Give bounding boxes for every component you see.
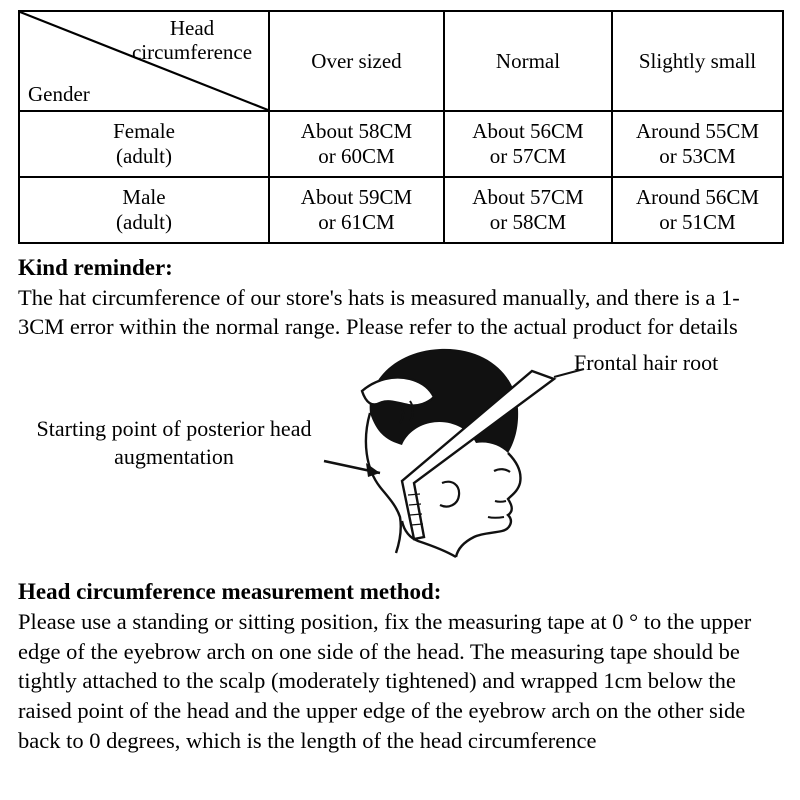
measurement-illustration bbox=[18, 345, 782, 570]
cell-line1: About 58CM bbox=[300, 119, 413, 144]
column-header-slightly-small: Slightly small bbox=[612, 11, 783, 111]
cell-male-normal bbox=[444, 177, 612, 243]
column-header-normal: Normal bbox=[444, 11, 612, 111]
label-posterior-head-start: Starting point of posterior head augmentation bbox=[36, 416, 312, 469]
cell-line2: or 61CM bbox=[318, 210, 395, 234]
cell-male-oversized bbox=[269, 177, 444, 243]
table-header-row bbox=[19, 11, 783, 111]
cell-male-slightly-small bbox=[612, 177, 783, 243]
cell-line1: About 56CM bbox=[472, 119, 584, 144]
hat-size-table bbox=[18, 10, 784, 244]
cell-line1: About 57CM bbox=[472, 185, 584, 210]
cell-line2: or 53CM bbox=[659, 144, 736, 168]
row-label-line2: (adult) bbox=[116, 144, 172, 168]
kind-reminder-heading: Kind reminder: bbox=[18, 255, 173, 280]
cell-line2: or 58CM bbox=[489, 210, 567, 234]
row-label-line1: Female bbox=[113, 119, 175, 144]
cell-female-oversized bbox=[269, 111, 444, 177]
cell-female-slightly-small bbox=[612, 111, 783, 177]
cell-line2: or 51CM bbox=[659, 210, 736, 234]
cell-line1: Around 55CM bbox=[635, 119, 760, 144]
row-label-line2: (adult) bbox=[116, 210, 172, 234]
table-row bbox=[19, 111, 783, 177]
method-text: Please use a standing or sitting position, fix the measuring tape at 0 ° to the upper edge of the eyebrow arch on one side of the head. The measuring tape should be tightly attached to the scalp (moderately tightened) and wrapped 1cm below the raised point of the head and the upper edge of the eyebrow arch on the other side back to 0 degrees, which is the length of the head circumference bbox=[18, 609, 752, 753]
row-label-line1: Male bbox=[122, 185, 166, 210]
head-profile-diagram-icon bbox=[318, 345, 608, 563]
cell-line1: Around 56CM bbox=[635, 185, 760, 210]
header-head-circumference: Head circumference bbox=[131, 16, 253, 65]
cell-line1: About 59CM bbox=[300, 185, 413, 210]
cell-line2: or 60CM bbox=[318, 144, 395, 168]
label-frontal-hair-root: Frontal hair root bbox=[574, 350, 719, 376]
cell-line2: or 57CM bbox=[489, 144, 567, 168]
method-heading: Head circumference measurement method: bbox=[18, 579, 442, 605]
measurement-method-section bbox=[18, 578, 782, 755]
table-corner-cell bbox=[19, 11, 269, 111]
table-row bbox=[19, 177, 783, 243]
column-header-oversized: Over sized bbox=[269, 11, 444, 111]
row-label-female bbox=[19, 111, 269, 177]
kind-reminder-section bbox=[18, 254, 782, 341]
kind-reminder-text: The hat circumference of our store's hats is measured manually, and there is a 1-3CM error within the normal range. Please refer to the actual product for details bbox=[18, 284, 740, 339]
header-gender: Gender bbox=[28, 82, 90, 107]
cell-female-normal bbox=[444, 111, 612, 177]
row-label-male bbox=[19, 177, 269, 243]
